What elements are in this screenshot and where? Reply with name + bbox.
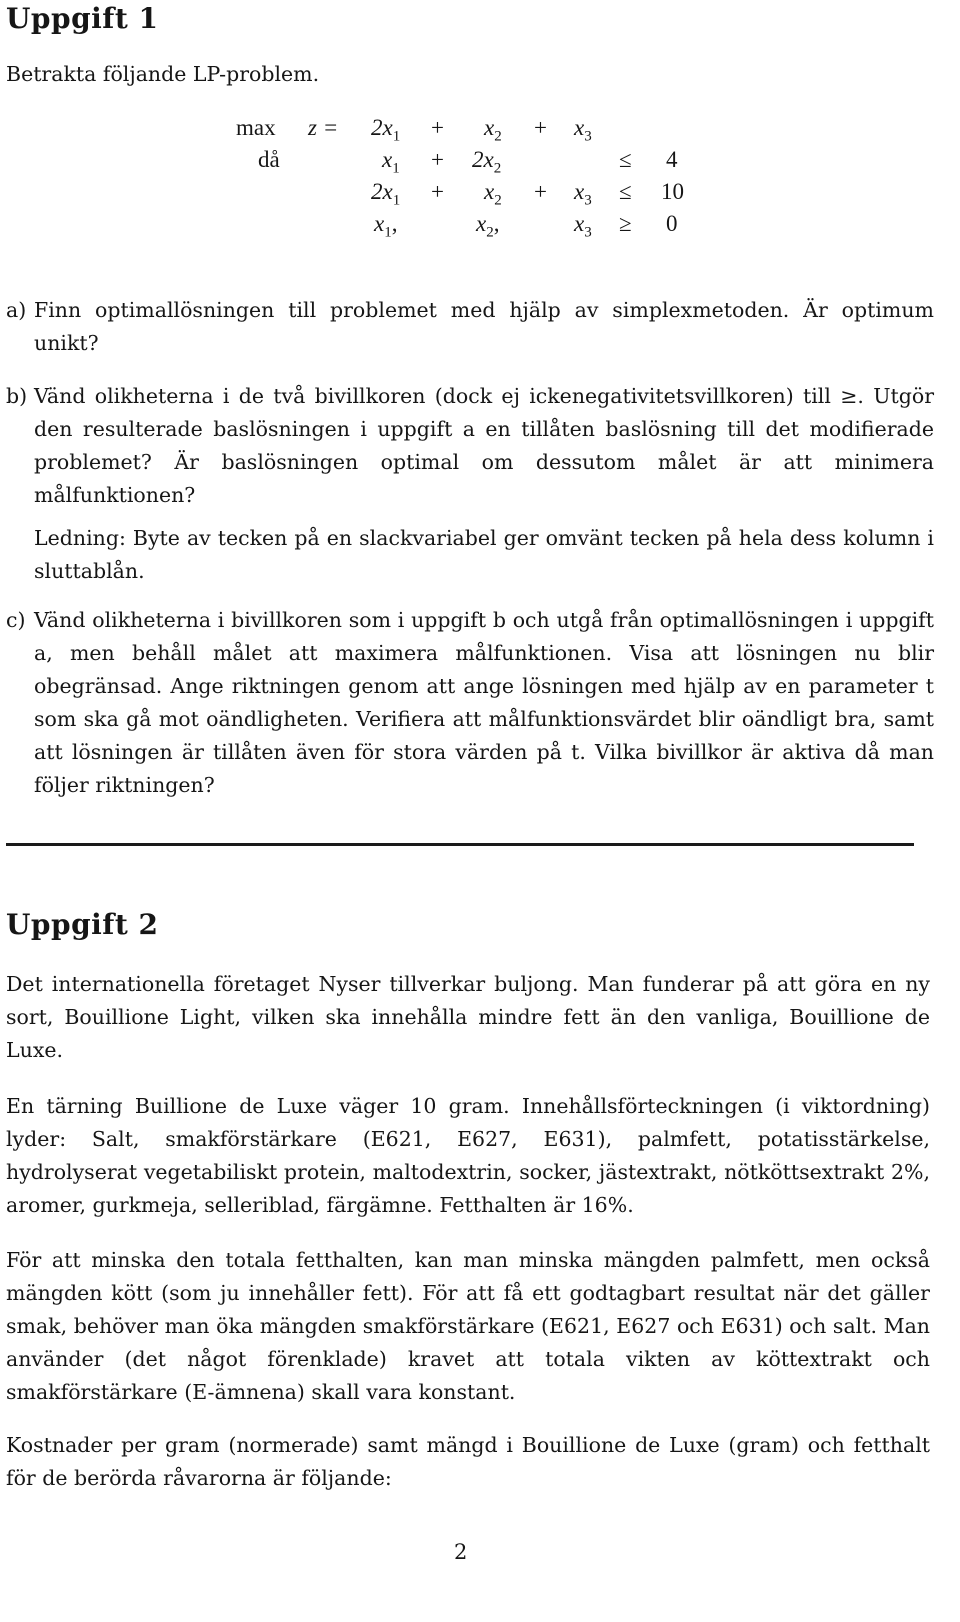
- lp-term: $2x_2$: [472, 147, 502, 177]
- lp-op: +: [431, 147, 444, 172]
- task1-heading: Uppgift 1: [6, 2, 159, 35]
- lp-term: $x_1$,: [374, 211, 398, 241]
- lp-term: $x_3$: [574, 115, 592, 145]
- lp-term: $x_3$: [574, 179, 592, 209]
- question-a-label: a): [6, 298, 27, 322]
- question-b-text: Vänd olikheterna i de två bivillkoren (dock ej ickenegativitetsvillkoren) till ≥. Utgör den resulterade baslösningen i uppgift a en tillåten baslösning till det modifierade problemet? Är baslösningen optimal om dessutom målet är att minimera målfunktionen?: [34, 384, 934, 507]
- task2-paragraph-4: Kostnader per gram (normerade) samt mängd i Bouillione de Luxe (gram) och fetthalt för de berörda råvarorna är följande:: [6, 1433, 930, 1490]
- task1-intro: Betrakta följande LP-problem.: [6, 62, 320, 86]
- task2-heading: Uppgift 2: [6, 908, 159, 941]
- lp-relation: ≤: [619, 147, 632, 172]
- lp-term: $x_3$: [574, 211, 592, 241]
- lp-max-label: max: [236, 115, 276, 140]
- task2-paragraph-1: Det internationella företaget Nyser tillverkar buljong. Man funderar på att göra en ny sort, Bouillione Light, vilken ska innehålla mindre fett än den vanliga, Bouillione de Luxe.: [6, 972, 930, 1062]
- lp-rhs: 0: [666, 211, 678, 236]
- question-b-hint: Ledning: Byte av tecken på en slackvariabel ger omvänt tecken på hela dess kolumn i sluttablån.: [34, 526, 934, 583]
- question-c-label: c): [6, 608, 26, 632]
- question-b: [6, 380, 934, 588]
- page-number: 2: [454, 1540, 468, 1564]
- question-c-text: Vänd olikheterna i bivillkoren som i uppgift b och utgå från optimallösningen i uppgift a, men behåll målet att maximera målfunktionen. Visa att lösningen nu blir obegränsad. Ange riktningen genom att ange lösningen med hjälp av en parameter t som ska gå mot oändligheten. Verifiera att målfunktionsvärdet blir oändligt bra, samt att lösningen är tillåten även för stora värden på t. Vilka bivillkor är aktiva då man följer riktningen?: [34, 608, 934, 797]
- lp-term: $x_2$: [484, 115, 502, 145]
- lp-term: $x_2$: [484, 179, 502, 209]
- lp-rhs: 10: [661, 179, 684, 204]
- lp-op: +: [534, 115, 547, 140]
- task2-paragraph-2: En tärning Buillione de Luxe väger 10 gram. Innehållsförteckningen (i viktordning) lyder: Salt, smakförstärkare (E621, E627, E631), palmfett, potatisstärkelse, hydrolyserat vegetabiliskt protein, maltodextrin, socker, jästextrakt, nötköttsextrakt 2%, aromer, gurkmeja, selleriblad, färgämne. Fetthalten är 16%.: [6, 1094, 930, 1217]
- question-a: [6, 294, 934, 360]
- task2-paragraph-3: För att minska den totala fetthalten, kan man minska mängden palmfett, men också mängden kött (som ju innehåller fett). För att få ett godtagbart resultat när det gäller smak, behöver man öka mängden smakförstärkare (E621, E627 och E631) och salt. Man använder (det något förenklade) kravet att totala vikten av köttextrakt och smakförstärkare (E-ämnena) skall vara konstant.: [6, 1248, 930, 1404]
- lp-relation: ≥: [619, 211, 632, 236]
- section-divider: [6, 843, 914, 846]
- lp-da-label: då: [258, 147, 280, 172]
- lp-rhs: 4: [666, 147, 678, 172]
- lp-op: +: [431, 115, 444, 140]
- lp-term: $x_1$: [382, 147, 400, 177]
- lp-term: $2x_1$: [371, 179, 401, 209]
- lp-op: +: [534, 179, 547, 204]
- lp-term: $2x_1$: [371, 115, 401, 145]
- lp-op: +: [431, 179, 444, 204]
- question-c: [6, 604, 934, 802]
- question-b-label: b): [6, 384, 28, 408]
- question-a-text: Finn optimallösningen till problemet med hjälp av simplexmetoden. Är optimum unikt?: [34, 298, 934, 355]
- lp-term: $x_2$,: [476, 211, 500, 241]
- lp-relation: ≤: [619, 179, 632, 204]
- lp-z-label: z =: [308, 115, 339, 140]
